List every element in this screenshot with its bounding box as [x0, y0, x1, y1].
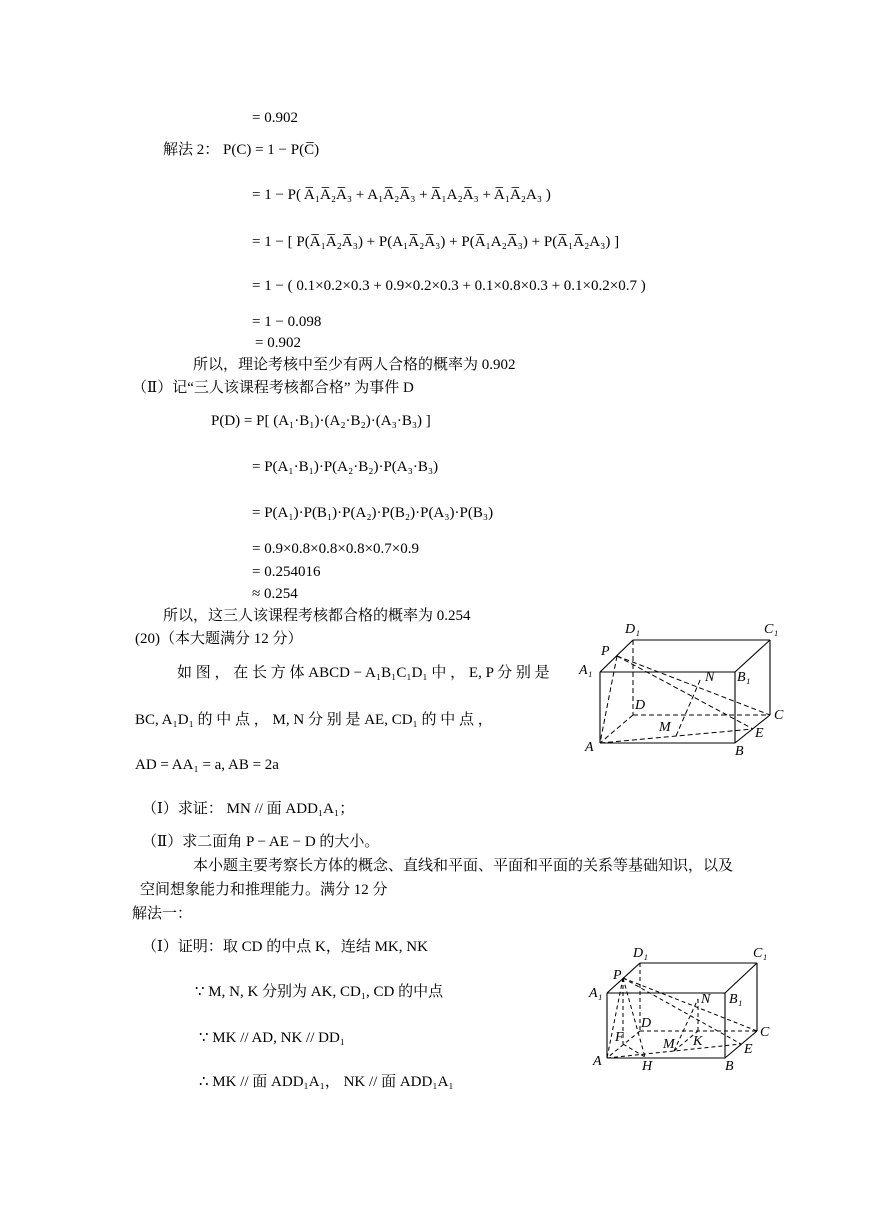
label-p: P	[601, 644, 610, 659]
text-line: (20)（本大题满分 12 分）	[135, 631, 303, 647]
label-c1: C₁	[764, 622, 779, 637]
text-line: P(D) = P[ (A₁·B₁)·(A₂·B₂)·(A₃·B₃) ]	[211, 413, 431, 429]
label-a: A	[585, 740, 594, 755]
segment-pe	[617, 656, 753, 729]
text-line: = 0.902	[252, 110, 298, 126]
text-line: = 1 − [ P(A̅₁A̅₂A̅₃) + P(A₁A̅₂A̅₃) + P(A̅₁A₂A̅₃) + P(A̅₁A̅₂A₃) ]	[252, 234, 620, 250]
label-a1: A₁	[589, 986, 603, 1001]
text-line: 所以，这三人该课程考核都合格的概率为 0.254	[163, 608, 471, 624]
text-line: = P(A₁·B₁)·P(A₂·B₂)·P(A₃·B₃)	[252, 459, 439, 475]
text-line: = 0.902	[255, 335, 301, 351]
edge-c1b1	[735, 640, 770, 672]
text-line: = 0.254016	[252, 564, 321, 580]
label-k: K	[693, 1034, 703, 1049]
label-m: M	[663, 1037, 675, 1052]
label-c1: C₁	[753, 946, 768, 961]
label-n: N	[701, 992, 711, 1007]
label-m: M	[659, 720, 671, 735]
text-line: ∴ MK // 面 ADD₁A₁， NK // 面 ADD₁A₁	[199, 1074, 454, 1090]
text-line: = 1 − ( 0.1×0.2×0.3 + 0.9×0.2×0.3 + 0.1×0.8×0.3 + 0.1×0.2×0.7 )	[252, 278, 646, 294]
text-line: = 1 − 0.098	[252, 314, 322, 330]
text-line: AD = AA₁ = a, AB = 2a	[135, 757, 279, 773]
label-n: N	[705, 670, 715, 685]
text-line: = 0.9×0.8×0.8×0.8×0.7×0.9	[252, 541, 420, 557]
label-d1: D₁	[633, 946, 648, 961]
text-line: ∵ M, N, K 分别为 AK, CD₁, CD 的中点	[195, 984, 444, 1000]
text-line: （Ⅱ）记“三人该课程考核都合格” 为事件 D	[132, 380, 414, 396]
text-line: （Ⅱ）求二面角 P − AE − D 的大小。	[142, 834, 380, 850]
label-a: A	[593, 1054, 602, 1069]
text-line: 所以，理论考核中至少有两人合格的概率为 0.902	[193, 357, 516, 373]
label-e: E	[744, 1042, 753, 1057]
label-b: B	[735, 744, 744, 759]
text-line: 本小题主要考察长方体的概念、直线和平面、平面和平面的关系等基础知识，以及	[193, 858, 734, 874]
label-c: C	[760, 1025, 770, 1040]
text-line: （Ⅰ）求证： MN // 面 ADD₁A₁；	[142, 801, 355, 817]
label-d1: D₁	[625, 622, 640, 637]
segment-pe	[623, 978, 741, 1044]
label-d: D	[641, 1016, 652, 1031]
label-f: F	[615, 1030, 624, 1045]
text-line: 空间想象能力和推理能力。满分 12 分	[140, 882, 388, 898]
cuboid-figure-2	[585, 943, 785, 1073]
label-e: E	[755, 726, 764, 741]
label-p: P	[613, 968, 622, 983]
label-b: B	[725, 1059, 734, 1073]
text-line: （Ⅰ）证明：取 CD 的中点 K，连结 MK, NK	[142, 939, 428, 955]
text-line: ≈ 0.254	[252, 586, 298, 602]
segment-mn	[676, 678, 701, 736]
edge-c1b1	[725, 963, 757, 993]
cuboid-figure-1	[575, 615, 790, 760]
label-b1: B₁	[729, 992, 743, 1007]
text-line: = 1 − P( A̅₁A̅₂A̅₃ + A₁A̅₂A̅₃ + A̅₁A₂A̅₃ + A̅₁A̅₂A₃ )	[252, 187, 551, 203]
label-h: H	[642, 1059, 653, 1073]
segment-pa	[607, 978, 623, 1058]
text-line: ∵ MK // AD, NK // DD₁	[199, 1030, 346, 1046]
label-b1: B₁	[737, 670, 751, 685]
text-line: 解法 2： P(C) = 1 − P(C̅)	[163, 142, 320, 158]
label-d: D	[635, 698, 646, 713]
text-line: BC, A₁D₁ 的 中 点 ， M, N 分 别 是 AE, CD₁ 的 中 点 ，	[135, 712, 493, 728]
text-line: = P(A₁)·P(B₁)·P(A₂)·P(B₂)·P(A₃)·P(B₃)	[252, 505, 494, 521]
text-line: 解法一：	[132, 906, 193, 922]
label-a1: A₁	[579, 663, 593, 678]
label-c: C	[774, 708, 784, 723]
text-line: 如 图 ， 在 长 方 体 ABCD − A₁B₁C₁D₁ 中 ， E, P 分 别 是	[177, 665, 550, 681]
